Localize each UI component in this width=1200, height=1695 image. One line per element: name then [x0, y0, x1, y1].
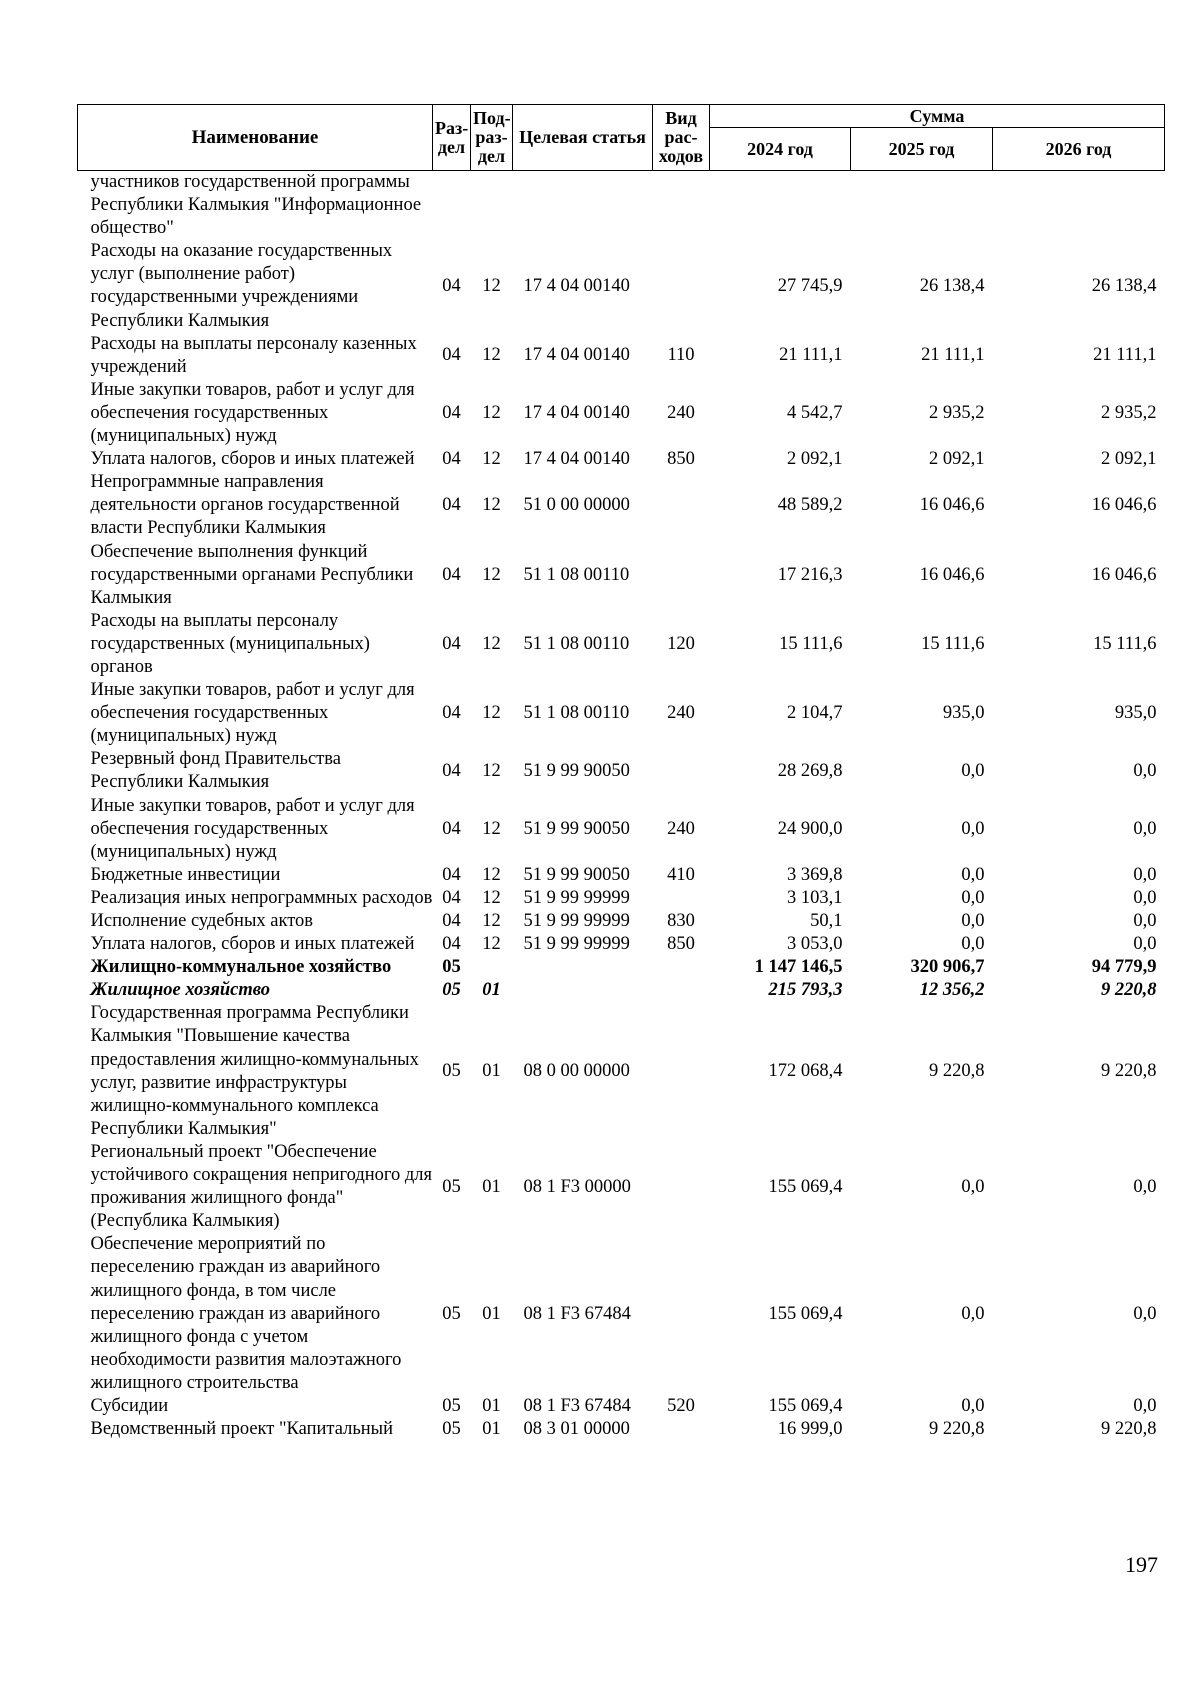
row-sum-2025: 26 138,4	[919, 275, 985, 296]
budget-document	[77, 104, 1164, 1441]
table-row	[78, 471, 1165, 540]
row-sum-2024	[710, 171, 851, 241]
row-sum-2025: 12 356,2	[919, 980, 985, 1001]
row-podrazdel: 01	[482, 1419, 501, 1440]
row-podrazdel: 01	[482, 980, 501, 1001]
row-vid-rashodov: 850	[667, 449, 695, 470]
row-name: Расходы на выплаты персоналу казенных учреждений	[90, 333, 417, 377]
row-sum-2024: 1 147 146,5	[754, 957, 843, 978]
row-name: Иные закупки товаров, работ и услуг для обеспечения государственных (муниципальных) нужд	[90, 379, 415, 447]
row-sum-2026: 0,0	[1133, 911, 1157, 931]
row-podrazdel: 12	[482, 345, 501, 366]
row-sum-2024: 28 269,8	[777, 760, 843, 781]
row-razdel: 04	[442, 703, 461, 724]
row-podrazdel: 12	[482, 760, 501, 781]
table-row	[78, 448, 1165, 471]
row-vid-rashodov	[653, 541, 710, 610]
row-celevaya-statya: 51 1 08 00110	[523, 564, 630, 585]
row-razdel: 05	[442, 1303, 461, 1324]
row-razdel: 04	[442, 564, 461, 585]
row-podrazdel: 01	[482, 1303, 501, 1324]
row-sum-2025: 0,0	[961, 887, 985, 908]
row-sum-2024: 2 104,7	[787, 703, 843, 724]
table-row	[78, 171, 1165, 241]
row-name: Региональный проект "Обеспечение устойчивого сокращения непригодного для проживания жилищного фонда" (Республика Калмыкия)	[90, 1141, 433, 1232]
row-vid-rashodov: 240	[667, 818, 695, 839]
row-celevaya-statya: 08 1 F3 00000	[523, 1176, 631, 1197]
header-podrazdel: Под-раз-дел	[471, 105, 513, 171]
row-name: Жилищное хозяйство	[90, 980, 271, 1001]
table-row	[78, 1233, 1165, 1395]
row-razdel: 05	[442, 1176, 461, 1197]
row-vid-rashodov: 240	[667, 703, 695, 724]
row-podrazdel: 12	[482, 564, 501, 585]
row-sum-2026: 16 046,6	[1091, 564, 1157, 585]
row-sum-2025: 0,0	[961, 934, 985, 955]
table-header	[78, 105, 1165, 171]
row-sum-2025: 0,0	[961, 1395, 985, 1416]
row-razdel: 05	[442, 1419, 461, 1440]
row-sum-2026: 9 220,8	[1101, 1061, 1157, 1082]
row-sum-2026: 0,0	[1133, 760, 1157, 781]
table-row	[78, 1141, 1165, 1233]
header-year-2024: 2024 год	[710, 128, 851, 171]
row-vid-rashodov	[653, 748, 710, 794]
row-sum-2026	[993, 171, 1165, 241]
row-vid-rashodov: 110	[667, 345, 695, 366]
row-sum-2024: 155 069,4	[768, 1176, 843, 1197]
row-sum-2025: 15 111,6	[921, 633, 985, 654]
row-celevaya-statya: 51 9 99 99999	[523, 934, 630, 955]
row-vid-rashodov: 240	[667, 402, 695, 423]
row-podrazdel: 01	[482, 1061, 501, 1082]
row-razdel: 04	[442, 760, 461, 781]
row-celevaya-statya: 51 9 99 99999	[523, 887, 630, 908]
row-podrazdel: 01	[482, 1395, 501, 1416]
row-razdel: 04	[442, 345, 461, 366]
row-sum-2024: 155 069,4	[768, 1395, 843, 1416]
row-sum-2025: 0,0	[961, 911, 985, 931]
row-razdel: 04	[442, 911, 461, 931]
row-podrazdel: 12	[482, 495, 501, 516]
row-razdel: 04	[442, 633, 461, 654]
page-number: 197	[1125, 1552, 1158, 1577]
row-sum-2025: 0,0	[961, 818, 985, 839]
row-sum-2026: 2 092,1	[1101, 449, 1157, 470]
row-name: Уплата налогов, сборов и иных платежей	[90, 449, 415, 470]
table-row	[78, 956, 1165, 979]
row-name: Обеспечение выполнения функций государственными органами Республики Калмыкия	[90, 541, 414, 608]
header-celevaya-statya: Целевая статья	[513, 105, 653, 171]
row-vid-rashodov: 120	[667, 633, 695, 654]
row-vid-rashodov: 520	[667, 1395, 695, 1416]
row-celevaya-statya: 17 4 04 00140	[523, 449, 630, 470]
row-razdel: 05	[442, 1061, 461, 1082]
table-row	[78, 333, 1165, 379]
row-celevaya-statya: 17 4 04 00140	[523, 402, 630, 423]
row-vid-rashodov	[653, 171, 710, 241]
table-row	[78, 910, 1165, 933]
row-sum-2026: 16 046,6	[1091, 495, 1157, 516]
row-name: Расходы на выплаты персоналу государственных (муниципальных) органов	[90, 610, 370, 677]
row-vid-rashodov	[653, 1233, 710, 1395]
row-sum-2024: 215 793,3	[768, 980, 843, 1001]
row-sum-2024: 24 900,0	[777, 818, 843, 839]
row-sum-2026: 0,0	[1133, 1176, 1157, 1197]
row-sum-2025: 16 046,6	[919, 495, 985, 516]
row-sum-2025: 0,0	[961, 1176, 985, 1197]
row-sum-2024: 50,1	[810, 911, 843, 931]
row-sum-2025: 16 046,6	[919, 564, 985, 585]
table-row	[78, 240, 1165, 332]
row-sum-2026: 2 935,2	[1101, 402, 1157, 423]
row-sum-2026: 0,0	[1133, 934, 1157, 955]
row-celevaya-statya: 51 9 99 90050	[523, 864, 630, 885]
row-podrazdel: 12	[482, 449, 501, 470]
row-celevaya-statya: 08 1 F3 67484	[523, 1303, 631, 1324]
row-podrazdel: 12	[482, 864, 501, 885]
row-name: Исполнение судебных актов	[90, 911, 314, 931]
row-celevaya-statya: 08 3 01 00000	[523, 1419, 630, 1440]
row-podrazdel: 12	[482, 911, 501, 931]
row-razdel: 04	[442, 495, 461, 516]
row-vid-rashodov	[653, 1002, 710, 1141]
row-vid-rashodov	[653, 471, 710, 540]
row-celevaya-statya	[513, 979, 653, 1002]
table-row	[78, 795, 1165, 864]
row-razdel: 05	[442, 957, 461, 978]
table-row	[78, 887, 1165, 910]
table-row	[78, 1418, 1165, 1441]
row-name: Иные закупки товаров, работ и услуг для обеспечения государственных (муниципальных) нужд	[90, 795, 415, 862]
header-vid-rashodov: Вид рас-ходов	[653, 105, 710, 171]
budget-table	[77, 104, 1165, 1441]
row-celevaya-statya: 51 9 99 90050	[523, 818, 630, 839]
row-sum-2026: 0,0	[1133, 1395, 1157, 1416]
row-celevaya-statya: 17 4 04 00140	[523, 275, 630, 296]
row-celevaya-statya: 51 9 99 90050	[523, 760, 630, 781]
row-name: Государственная программа Республики Калмыкия "Повышение качества предоставления жилищно-коммунальных услуг, развитие инфраструктуры жилищно-коммунального комплекса Республики Калмыкия"	[90, 1003, 419, 1139]
table-body	[78, 171, 1165, 1442]
row-podrazdel: 01	[482, 1176, 501, 1197]
row-sum-2026: 94 779,9	[1091, 957, 1157, 978]
row-name: Обеспечение мероприятий по переселению граждан из аварийного жилищного фонда, в том числе переселению граждан из аварийного жилищного фонда с учетом необходимости развития малоэтажного жилищного строительства	[90, 1234, 402, 1393]
row-sum-2026: 0,0	[1133, 887, 1157, 908]
row-name: участников государственной программы Республики Калмыкия "Информационное общество"	[90, 172, 422, 239]
row-vid-rashodov	[653, 956, 710, 979]
row-podrazdel: 12	[482, 818, 501, 839]
row-sum-2024: 48 589,2	[777, 495, 843, 516]
row-name: Уплата налогов, сборов и иных платежей	[90, 934, 415, 955]
row-celevaya-statya: 51 9 99 99999	[523, 911, 630, 931]
row-sum-2025: 9 220,8	[929, 1419, 985, 1440]
table-row	[78, 933, 1165, 956]
row-sum-2026: 26 138,4	[1091, 275, 1157, 296]
row-sum-2024: 2 092,1	[787, 449, 843, 470]
row-podrazdel: 12	[482, 703, 501, 724]
row-podrazdel	[471, 956, 513, 979]
row-razdel: 04	[442, 864, 461, 885]
table-row	[78, 1395, 1165, 1418]
row-name: Расходы на оказание государственных услуг (выполнение работ) государственными учреждениями Республики Калмыкия	[90, 241, 393, 331]
row-sum-2025: 0,0	[961, 1303, 985, 1324]
row-sum-2026: 0,0	[1133, 818, 1157, 839]
table-row	[78, 379, 1165, 448]
row-podrazdel: 12	[482, 275, 501, 296]
row-razdel: 05	[442, 980, 461, 1001]
row-sum-2025: 2 935,2	[929, 402, 985, 423]
row-sum-2026: 15 111,6	[1093, 633, 1157, 654]
table-row	[78, 748, 1165, 794]
row-sum-2026: 9 220,8	[1101, 1419, 1157, 1440]
row-celevaya-statya: 17 4 04 00140	[523, 345, 630, 366]
row-razdel: 04	[442, 449, 461, 470]
row-podrazdel	[471, 171, 513, 241]
table-row	[78, 864, 1165, 887]
row-vid-rashodov	[653, 1141, 710, 1233]
row-sum-2024: 15 111,6	[779, 633, 843, 654]
row-celevaya-statya	[513, 171, 653, 241]
row-celevaya-statya: 08 0 00 00000	[523, 1061, 630, 1082]
row-razdel: 04	[442, 887, 461, 908]
row-sum-2025: 320 906,7	[910, 957, 985, 978]
header-razdel: Раз-дел	[433, 105, 471, 171]
row-sum-2024: 3 369,8	[787, 864, 843, 885]
row-sum-2025: 21 111,1	[921, 345, 985, 366]
header-year-2025: 2025 год	[851, 128, 993, 171]
row-sum-2024: 4 542,7	[787, 402, 843, 423]
row-name: Резервный фонд Правительства Республики Калмыкия	[90, 749, 341, 793]
row-vid-rashodov	[653, 1418, 710, 1441]
row-vid-rashodov: 850	[667, 934, 695, 955]
row-sum-2026: 935,0	[1114, 703, 1157, 724]
row-sum-2024: 16 999,0	[777, 1419, 843, 1440]
row-vid-rashodov	[653, 240, 710, 332]
row-podrazdel: 12	[482, 887, 501, 908]
row-sum-2026: 21 111,1	[1093, 345, 1157, 366]
row-sum-2024: 27 745,9	[777, 275, 843, 296]
row-name: Иные закупки товаров, работ и услуг для обеспечения государственных (муниципальных) нужд	[90, 680, 415, 747]
table-row	[78, 979, 1165, 1002]
row-name: Жилищно-коммунальное хозяйство	[90, 957, 392, 978]
row-vid-rashodov	[653, 887, 710, 910]
row-sum-2026: 0,0	[1133, 864, 1157, 885]
row-sum-2025: 0,0	[961, 760, 985, 781]
row-sum-2025: 0,0	[961, 864, 985, 885]
header-year-2026: 2026 год	[993, 128, 1165, 171]
row-celevaya-statya: 51 1 08 00110	[523, 703, 630, 724]
row-celevaya-statya: 51 1 08 00110	[523, 633, 630, 654]
row-razdel: 05	[442, 1395, 461, 1416]
row-name: Ведомственный проект "Капитальный	[90, 1419, 394, 1440]
row-razdel: 04	[442, 275, 461, 296]
row-sum-2025	[851, 171, 993, 241]
row-podrazdel: 12	[482, 402, 501, 423]
table-row	[78, 679, 1165, 748]
row-sum-2026: 9 220,8	[1101, 980, 1157, 1001]
row-celevaya-statya: 51 0 00 00000	[523, 495, 630, 516]
row-vid-rashodov: 410	[667, 864, 695, 885]
row-sum-2025: 2 092,1	[929, 449, 985, 470]
row-razdel	[433, 171, 471, 241]
row-name: Реализация иных непрограммных расходов	[90, 887, 433, 908]
row-sum-2025: 935,0	[942, 703, 985, 724]
row-celevaya-statya: 08 1 F3 67484	[523, 1395, 631, 1416]
row-sum-2024: 3 103,1	[787, 887, 843, 908]
table-row	[78, 541, 1165, 610]
row-sum-2024: 21 111,1	[779, 345, 843, 366]
row-podrazdel: 12	[482, 633, 501, 654]
row-podrazdel: 12	[482, 934, 501, 955]
row-vid-rashodov	[653, 979, 710, 1002]
row-razdel: 04	[442, 818, 461, 839]
row-razdel: 04	[442, 402, 461, 423]
row-sum-2024: 172 068,4	[768, 1061, 843, 1082]
table-row	[78, 610, 1165, 679]
row-name: Субсидии	[90, 1395, 169, 1416]
row-sum-2024: 3 053,0	[787, 934, 843, 955]
row-sum-2026: 0,0	[1133, 1303, 1157, 1324]
table-row	[78, 1002, 1165, 1141]
row-sum-2024: 17 216,3	[777, 564, 843, 585]
row-vid-rashodov: 830	[667, 911, 695, 931]
row-name: Бюджетные инвестиции	[90, 864, 281, 885]
row-celevaya-statya	[513, 956, 653, 979]
row-sum-2025: 9 220,8	[929, 1061, 985, 1082]
header-summa: Сумма	[710, 105, 1165, 128]
row-sum-2024: 155 069,4	[768, 1303, 843, 1324]
row-name: Непрограммные направления деятельности органов государственной власти Республики Калмыкия	[90, 472, 400, 539]
header-name: Наименование	[78, 105, 433, 171]
row-razdel: 04	[442, 934, 461, 955]
